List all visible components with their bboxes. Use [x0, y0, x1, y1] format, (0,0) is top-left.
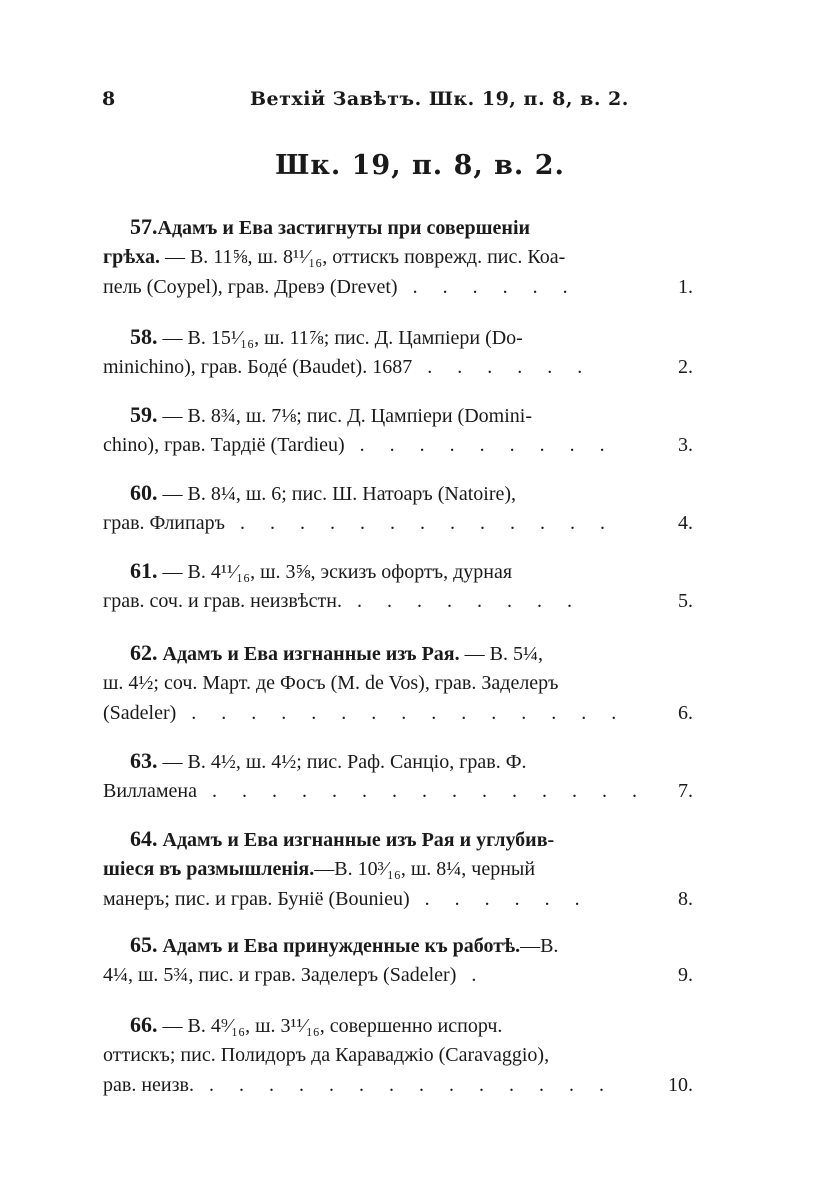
entry-line	[103, 746, 693, 776]
entry-line	[103, 322, 693, 352]
entry-line	[103, 586, 693, 616]
catalogue-entry	[103, 1010, 693, 1100]
leader-dots: . . . . . . . . . . . . .	[224, 512, 615, 534]
entry-line	[103, 824, 693, 854]
leader-dots: . . . . . . . . .	[344, 434, 615, 456]
entry-title: шіеся въ размышленія.	[103, 858, 315, 880]
entry-line	[103, 668, 693, 698]
item-number: 1.	[678, 276, 693, 298]
entry-line	[103, 508, 693, 538]
item-number: 3.	[678, 434, 693, 456]
entry-text: — В. 8¼, ш. 6; пис. Ш. Натоаръ (Natoire),	[157, 483, 517, 505]
entry-number: 63.	[130, 748, 158, 773]
entry-line	[103, 884, 693, 914]
leader-dots: .	[456, 964, 487, 986]
entry-line	[103, 272, 693, 302]
running-title: Ветхій Завѣтъ. Шк. 19, п. 8, в. 2.	[250, 88, 629, 110]
leader-dots: . . . . . . . .	[341, 590, 582, 612]
entry-text: манеръ; пис. и грав. Буніё (Bounieu)	[103, 888, 410, 910]
entry-title: грѣха.	[103, 246, 160, 268]
entry-text: —В.	[520, 935, 559, 957]
catalogue-entry	[103, 322, 693, 382]
item-number: 10.	[668, 1074, 693, 1096]
entry-number: 64.	[130, 826, 158, 851]
entry-line	[103, 960, 693, 990]
leader-dots: . . . . . . . . . . . . . . .	[197, 780, 647, 802]
entry-text: —В. 10³⁄₁₆, ш. 8¼, черный	[314, 858, 536, 880]
entry-number: 58.	[130, 324, 158, 349]
entry-title: Адамъ и Ева изгнанные изъ Рая.	[157, 643, 460, 665]
section-title: Шк. 19, п. 8, в. 2.	[275, 150, 565, 181]
entry-line	[103, 352, 693, 382]
entry-number: 61.	[130, 558, 158, 583]
item-number: 6.	[678, 702, 693, 724]
entry-line	[103, 212, 693, 242]
entry-text: грав. соч. и грав. неизвѣстн.	[103, 590, 342, 612]
item-number: 2.	[678, 356, 693, 378]
entry-number: 60.	[130, 480, 158, 505]
entry-text: грав. Флипаръ	[103, 512, 225, 534]
entry-line	[103, 478, 693, 508]
entry-title: Адамъ и Ева изгнанные изъ Рая и углубив-	[157, 829, 555, 851]
entry-line	[103, 430, 693, 460]
entry-text: ш. 4½; соч. Март. де Фосъ (M. de Vos), грав. Заделеръ	[103, 672, 559, 694]
entry-line	[103, 698, 693, 728]
catalogue-entry	[103, 212, 693, 302]
entry-line	[103, 400, 693, 430]
entry-text: — В. 4¹¹⁄₁₆, ш. 3⅝, эскизъ офортъ, дурная	[157, 561, 513, 583]
entry-line	[103, 242, 693, 272]
entry-text: chino), грав. Тардіё (Tardieu)	[103, 434, 345, 456]
item-number: 9.	[678, 964, 693, 986]
item-number: 5.	[678, 590, 693, 612]
entry-text: — В. 15¹⁄₁₆, ш. 11⅞; пис. Д. Цампіери (Do-	[157, 327, 523, 349]
catalogue-entry	[103, 746, 693, 806]
entry-number: 59.	[130, 402, 158, 427]
entry-text: оттискъ; пис. Полидоръ да Караваджіо (Caravaggio),	[103, 1044, 550, 1066]
entry-line	[103, 1070, 693, 1100]
item-number: 7.	[678, 780, 693, 802]
entry-number: 62.	[130, 640, 158, 665]
entry-text: рав. неизв.	[103, 1074, 194, 1096]
entry-line	[103, 1040, 693, 1070]
entry-text: — В. 4⁹⁄₁₆, ш. 3¹¹⁄₁₆, совершенно испорч.	[157, 1015, 503, 1037]
entry-line	[103, 776, 693, 806]
entry-line	[103, 854, 693, 884]
leader-dots: . . . . . . . . . . . . . .	[193, 1074, 614, 1096]
leader-dots: . . . . . . . . . . . . . . .	[176, 702, 627, 724]
item-number: 8.	[678, 888, 693, 910]
entry-text: пель (Coypel), грав. Древэ (Drevet)	[103, 276, 398, 298]
item-number: 4.	[678, 512, 693, 534]
entry-text: — В. 4½, ш. 4½; пис. Раф. Санціо, грав. Ф.	[157, 751, 527, 773]
entry-text: (Sadeler)	[103, 702, 177, 724]
running-head	[102, 88, 662, 120]
entry-text: — В. 5¼,	[459, 643, 543, 665]
entry-text: Вилламена	[103, 780, 197, 802]
catalogue-entry	[103, 556, 693, 616]
entry-number: 65.	[130, 932, 158, 957]
entry-line	[103, 638, 693, 668]
catalogue-entry	[103, 638, 693, 728]
entry-text: — В. 8¾, ш. 7⅛; пис. Д. Цампіери (Domini-	[157, 405, 532, 427]
leader-dots: . . . . . .	[397, 276, 578, 298]
entry-line	[103, 1010, 693, 1040]
entry-number: 66.	[130, 1012, 158, 1037]
entry-text: — В. 11⅝, ш. 8¹¹⁄₁₆, оттискъ поврежд. пис. Коа-	[159, 246, 566, 268]
page-number: 8	[102, 88, 116, 110]
catalogue-entry	[103, 930, 693, 990]
leader-dots: . . . . . .	[412, 356, 593, 378]
entry-text: minichino), грав. Бодé (Baudet). 1687	[103, 356, 413, 378]
catalogue-entry	[103, 400, 693, 460]
entry-title: Адамъ и Ева застигнуты при совершеніи	[157, 217, 531, 239]
catalogue-entry	[103, 824, 693, 914]
entry-line	[103, 556, 693, 586]
catalogue-entry	[103, 478, 693, 538]
entry-text: 4¼, ш. 5¾, пис. и грав. Заделеръ (Sadeler)	[103, 964, 457, 986]
leader-dots: . . . . . .	[409, 888, 590, 910]
entry-line	[103, 930, 693, 960]
entry-title: Адамъ и Ева принужденные къ работѣ.	[157, 935, 521, 957]
entry-number: 57.	[130, 214, 158, 239]
